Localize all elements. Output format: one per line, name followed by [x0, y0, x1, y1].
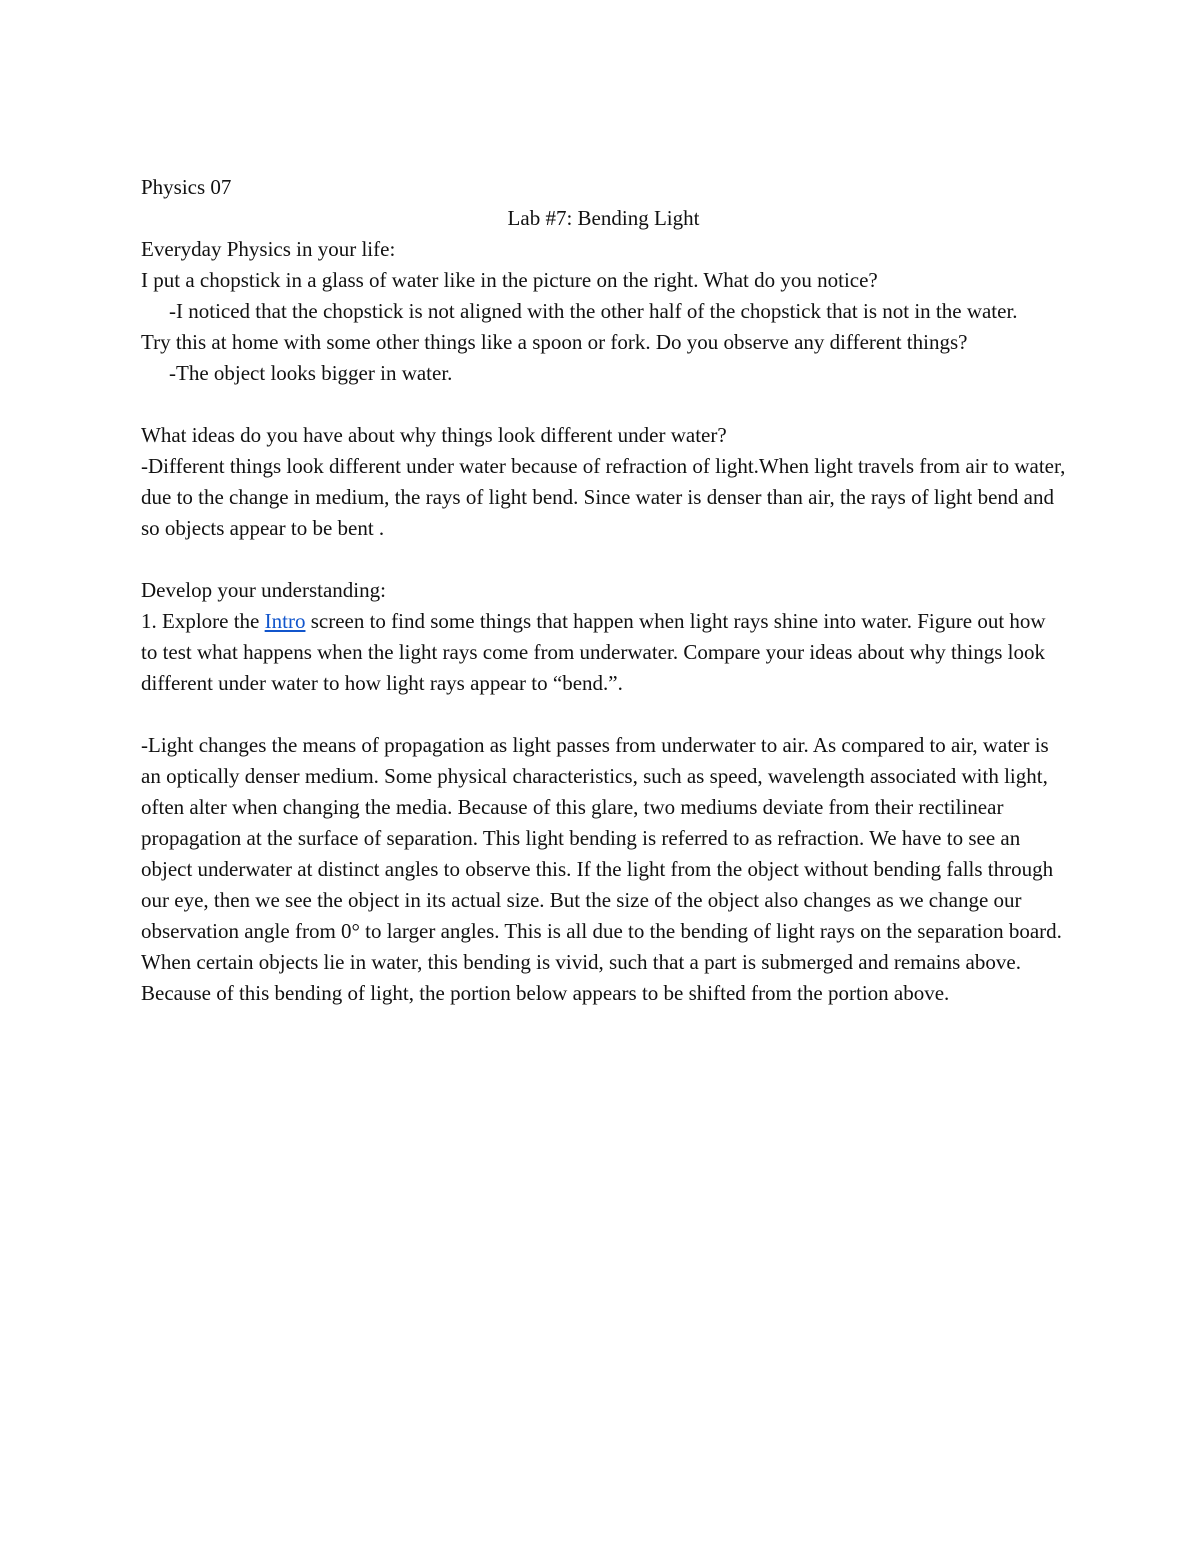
task-prefix: 1. Explore the [141, 609, 265, 633]
lab-title: Lab #7: Bending Light [507, 206, 700, 230]
task-explore-intro [141, 606, 1066, 699]
everyday-heading: Everyday Physics in your life: [141, 237, 396, 261]
document-body [141, 172, 1066, 1009]
task-suffix: screen to find some things that happen when light rays shine into water. Figure out how to test what happens when the light rays come from underwater. Compare your ideas about why things look different under water to how light rays appear to “bend.”. [141, 609, 1046, 695]
develop-heading: Develop your understanding: [141, 578, 386, 602]
answer-spoon-fork: -The object looks bigger in water. [169, 361, 453, 385]
question-chopstick: I put a chopstick in a glass of water like in the picture on the right. What do you notice? [141, 268, 878, 292]
answer-propagation: -Light changes the means of propagation as light passes from underwater to air. As compared to air, water is an optically denser medium. Some physical characteristics, such as speed, wavelength associated with light, often alter when changing the media. Because of this glare, two mediums deviate from their rectilinear propagation at the surface of separation. This light bending is referred to as refraction. We have to see an object underwater at distinct angles to observe this. If the light from the object without bending falls through our eye, then we see the object in its actual size. But the size of the object also changes as we change our observation angle from 0° to larger angles. This is all due to the bending of light rays on the separation board. When certain objects lie in water, this bending is vivid, such that a part is submerged and remains above. Because of this bending of light, the portion below appears to be shifted from the portion above. [141, 733, 1062, 1005]
intro-link[interactable]: Intro [264, 609, 306, 633]
blank-line [141, 389, 1066, 420]
blank-line [141, 699, 1066, 730]
question-why-different: What ideas do you have about why things look different under water? [141, 423, 727, 447]
question-spoon-fork: Try this at home with some other things like a spoon or fork. Do you observe any different things? [141, 330, 968, 354]
course-name: Physics 07 [141, 175, 232, 199]
blank-line [141, 544, 1066, 575]
answer-why-different: -Different things look different under water because of refraction of light.When light travels from air to water, due to the change in medium, the rays of light bend. Since water is denser than air, the rays of light bend and so objects appear to be bent . [141, 454, 1066, 540]
answer-chopstick: -I noticed that the chopstick is not aligned with the other half of the chopstick that is not in the water. [169, 299, 1018, 323]
